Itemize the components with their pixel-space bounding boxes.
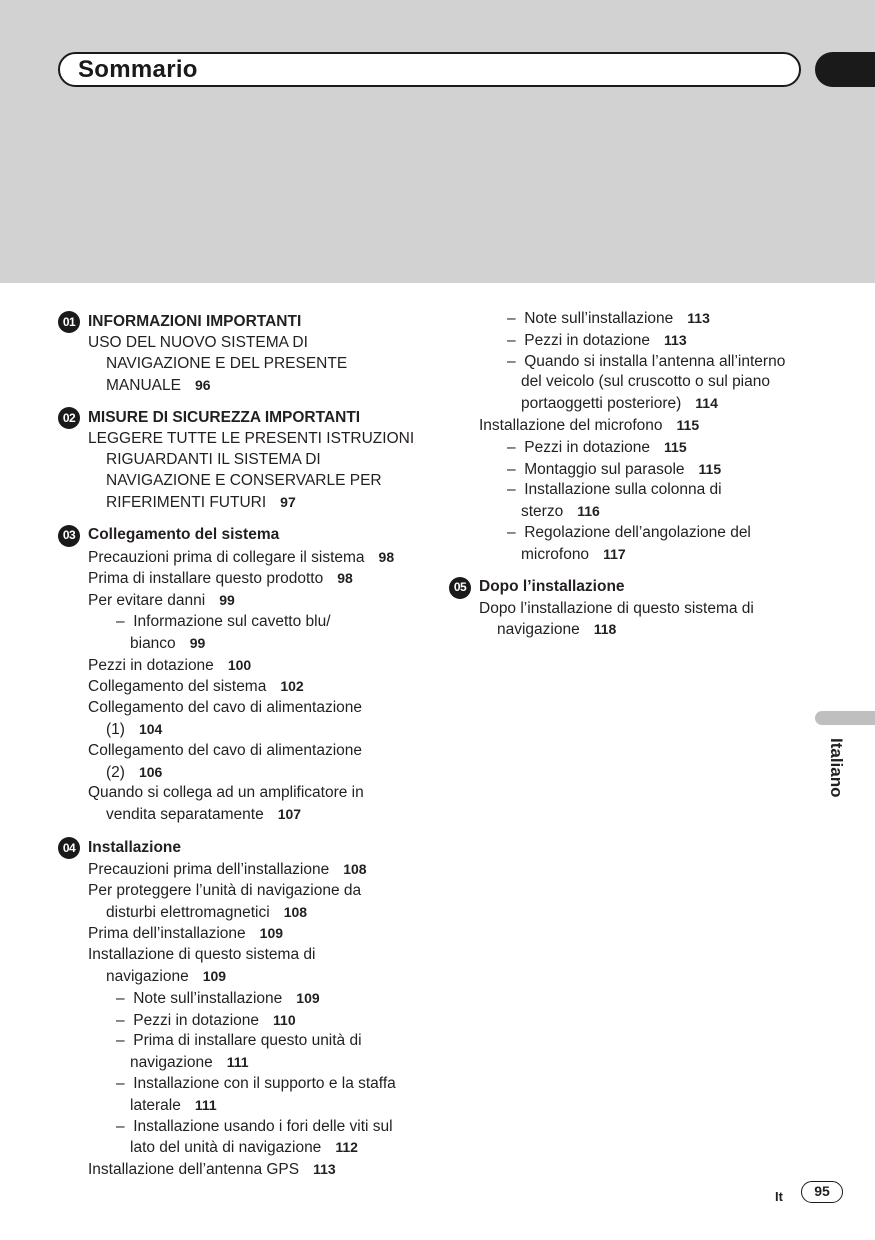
footer-lang-code: It	[775, 1189, 783, 1204]
toc-subentry[interactable]	[58, 612, 428, 655]
entry-page-number: 100	[227, 656, 252, 673]
toc-subentry[interactable]	[58, 988, 428, 1010]
entry-text-line: Pezzi in dotazione	[88, 656, 214, 674]
entry-page-number: 115	[676, 416, 700, 433]
entry-text-line: Note sull’installazione	[133, 989, 283, 1007]
entry-text-line: navigazione	[497, 621, 580, 639]
entry-page-number: 109	[259, 925, 284, 942]
entry-text-line: navigazione	[130, 1054, 213, 1072]
toc-entry[interactable]	[58, 698, 428, 741]
toc-section	[58, 525, 428, 826]
chapter-number-badge: 01	[58, 311, 80, 333]
entry-page-number: 102	[280, 678, 304, 695]
entry-page-number: 109	[202, 967, 227, 984]
entry-text-line: lato del unità di navigazione	[130, 1139, 322, 1157]
entry-page-number: 117	[603, 545, 626, 562]
entry-text-line: Prima di installare questo unità di	[133, 1032, 362, 1050]
entry-page-number: 108	[283, 903, 308, 920]
entry-page-number: 113	[313, 1161, 336, 1178]
entry-text-line: portaoggetti posteriore)	[521, 395, 682, 413]
section-heading[interactable]	[58, 837, 428, 859]
entry-text-line: del veicolo (sul cruscotto o sul piano	[521, 373, 770, 391]
section-title: MISURE DI SICUREZZA IMPORTANTI	[88, 408, 361, 426]
toc-left-column	[58, 311, 428, 1192]
entry-text-line: vendita separatamente	[106, 806, 264, 824]
entry-page-number: 107	[277, 806, 302, 823]
entry-page-number: 104	[138, 720, 163, 737]
toc-entry[interactable]	[58, 568, 428, 590]
entry-text-line: RIFERIMENTI FUTURI	[106, 493, 267, 511]
entry-text-line: (2)	[106, 763, 125, 781]
chapter-tab	[815, 52, 875, 87]
entry-text-line: Per proteggere l’unità di navigazione da	[88, 881, 362, 899]
entry-text-line: bianco	[130, 634, 176, 652]
title-pill	[58, 52, 801, 87]
toc-section	[449, 577, 819, 642]
entry-page-number: 106	[138, 763, 163, 780]
entry-text-line: Pezzi in dotazione	[133, 1011, 260, 1029]
toc-right-column	[449, 308, 819, 652]
entry-page-number: 99	[219, 592, 235, 609]
entry-text-line: Installazione usando i fori delle viti sul	[133, 1117, 393, 1135]
section-title: Dopo l’installazione	[479, 578, 625, 596]
entry-text-line: Informazione sul cavetto blu/	[133, 612, 331, 630]
entry-text-line: Prima dell’installazione	[88, 925, 246, 943]
entry-page-number: 98	[378, 548, 395, 565]
toc-entry[interactable]	[58, 783, 428, 826]
entry-text-line: microfono	[521, 545, 590, 563]
entry-text-line: laterale	[130, 1096, 181, 1114]
entry-text-line: Per evitare danni	[88, 592, 206, 610]
entry-page-number: 115	[698, 460, 722, 477]
entry-text-line: Installazione con il supporto e la staffa	[133, 1074, 396, 1092]
entry-text-line: RIGUARDANTI IL SISTEMA DI	[106, 451, 321, 469]
dash-marker: –	[116, 612, 134, 630]
entry-text-line: navigazione	[106, 967, 189, 985]
entry-text-line: Prima di installare questo prodotto	[88, 570, 324, 588]
entry-text-line: Installazione del microfono	[479, 416, 663, 434]
toc-subentry[interactable]	[58, 1117, 428, 1160]
entry-text-line: USO DEL NUOVO SISTEMA DI	[88, 334, 308, 351]
entry-text-line: Regolazione dell’angolazione del	[524, 523, 751, 541]
toc-subentry[interactable]	[58, 1074, 428, 1117]
section-heading[interactable]	[58, 407, 428, 429]
dash-marker: –	[116, 1011, 134, 1029]
dash-marker: –	[507, 310, 525, 327]
entry-page-number: 114	[695, 395, 718, 412]
toc-entry[interactable]	[58, 859, 428, 881]
dash-marker: –	[507, 352, 525, 370]
toc-entry[interactable]	[58, 881, 428, 924]
entry-text-line: Quando si installa l’antenna all’interno	[524, 352, 786, 370]
toc-subentry[interactable]	[449, 330, 819, 352]
page-title: Sommario	[78, 56, 198, 83]
toc-subentry[interactable]	[449, 459, 819, 481]
entry-page-number: 96	[194, 376, 211, 393]
entry-page-number: 115	[664, 438, 687, 455]
language-tab	[818, 738, 858, 808]
toc-entry[interactable]	[58, 923, 428, 945]
chapter-number-badge: 05	[449, 577, 471, 599]
section-heading[interactable]	[58, 311, 428, 333]
toc-entry[interactable]	[58, 429, 428, 513]
entry-text-line: (1)	[106, 720, 125, 738]
entry-page-number: 116	[577, 503, 600, 520]
toc-entry[interactable]	[58, 676, 428, 698]
dash-marker: –	[116, 1074, 134, 1092]
entry-text-line: Note sull’installazione	[524, 310, 674, 327]
entry-page-number: 109	[296, 989, 320, 1006]
language-label: Italiano	[827, 738, 846, 798]
toc-subentry[interactable]	[449, 480, 819, 523]
entry-page-number: 118	[593, 621, 617, 638]
toc-entry[interactable]	[58, 333, 428, 396]
entry-text-line: MANUALE	[106, 376, 181, 394]
toc-entry[interactable]	[449, 415, 819, 437]
entry-text-line: Collegamento del sistema	[88, 678, 267, 696]
dash-marker: –	[116, 989, 134, 1007]
entry-text-line: Installazione sulla colonna di	[524, 481, 722, 499]
dash-marker: –	[116, 1032, 134, 1050]
entry-page-number: 97	[280, 493, 296, 510]
dash-marker: –	[507, 481, 525, 499]
entry-text-line: Pezzi in dotazione	[524, 438, 651, 456]
section-heading[interactable]	[449, 577, 819, 599]
entry-text-line: Collegamento del cavo di alimentazione	[88, 741, 362, 759]
toc-entry[interactable]	[58, 590, 428, 612]
entry-page-number: 113	[687, 310, 710, 326]
toc-entry[interactable]	[58, 945, 428, 988]
toc-entry[interactable]	[58, 547, 428, 569]
entry-page-number: 111	[226, 1054, 249, 1071]
toc-entry[interactable]	[58, 741, 428, 784]
entry-text-line: Collegamento del cavo di alimentazione	[88, 699, 362, 717]
page-number: 95	[801, 1181, 843, 1203]
chapter-number-badge: 02	[58, 407, 80, 429]
entry-text-line: Quando si collega ad un amplificatore in	[88, 784, 364, 802]
chapter-number-badge: 04	[58, 837, 80, 859]
dash-marker: –	[507, 438, 525, 456]
toc-entry[interactable]	[449, 599, 819, 642]
entry-text-line: sterzo	[521, 503, 564, 521]
chapter-number-badge: 03	[58, 525, 80, 547]
dash-marker: –	[116, 1117, 134, 1135]
toc-subentry[interactable]	[449, 352, 819, 415]
entry-text-line: Pezzi in dotazione	[524, 331, 651, 349]
section-heading[interactable]	[58, 525, 428, 547]
entry-text-line: Installazione di questo sistema di	[88, 946, 316, 964]
toc-section	[58, 837, 428, 1181]
entry-text-line: Precauzioni prima dell’installazione	[88, 860, 330, 878]
toc-subentry[interactable]	[449, 308, 819, 330]
entry-text-line: Montaggio sul parasole	[524, 460, 685, 478]
toc-entry[interactable]	[58, 655, 428, 677]
entry-page-number: 113	[664, 331, 687, 348]
section-title: Installazione	[88, 838, 182, 856]
entry-page-number: 110	[273, 1011, 296, 1028]
entry-page-number: 112	[335, 1139, 358, 1156]
toc-subentry[interactable]	[58, 1010, 428, 1032]
toc-entry[interactable]	[58, 1159, 428, 1181]
section-title: INFORMAZIONI IMPORTANTI	[88, 312, 302, 330]
entry-text-line: NAVIGAZIONE E DEL PRESENTE	[106, 354, 348, 372]
language-tab-bar	[815, 711, 875, 725]
entry-page-number: 108	[343, 860, 367, 877]
header-band	[0, 0, 875, 283]
toc-section	[58, 311, 428, 396]
entry-page-number: 111	[194, 1096, 217, 1113]
entry-text-line: LEGGERE TUTTE LE PRESENTI ISTRUZIONI	[88, 430, 415, 448]
dash-marker: –	[507, 460, 525, 478]
toc-section	[58, 407, 428, 513]
dash-marker: –	[507, 331, 525, 349]
toc-subentry[interactable]	[58, 1031, 428, 1074]
entry-text-line: Installazione dell’antenna GPS	[88, 1161, 300, 1179]
entry-page-number: 98	[337, 570, 353, 587]
dash-marker: –	[507, 523, 525, 541]
toc-subentry[interactable]	[449, 437, 819, 459]
entry-text-line: NAVIGAZIONE E CONSERVARLE PER	[106, 471, 382, 489]
entry-text-line: Dopo l’installazione di questo sistema di	[479, 599, 754, 617]
entry-page-number: 99	[189, 634, 206, 651]
entry-text-line: disturbi elettromagnetici	[106, 903, 270, 921]
toc-subentry[interactable]	[449, 523, 819, 566]
section-title: Collegamento del sistema	[88, 526, 280, 544]
entry-text-line: Precauzioni prima di collegare il sistema	[88, 548, 365, 566]
toc-section	[449, 308, 819, 566]
